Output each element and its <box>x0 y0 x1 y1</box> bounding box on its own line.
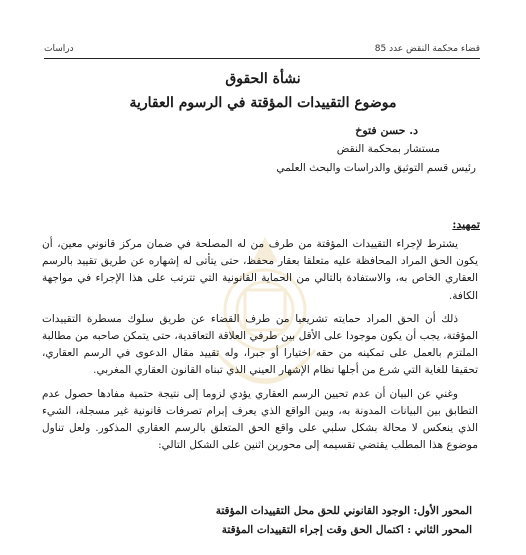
article-title-block <box>40 70 486 112</box>
axis-text: اكتمال الحق وقت إجراء التقييدات المؤقتة <box>221 524 404 536</box>
author-department: رئيس قسم التوثيق والدراسات والبحث العلمي <box>276 162 476 174</box>
axis-item <box>216 521 472 540</box>
axis-label: المحور الأول: <box>413 505 472 517</box>
introduction-heading: تمهيد: <box>452 218 480 231</box>
outline-axes <box>216 502 472 540</box>
author-name: د. حسن فتوخ <box>355 124 418 137</box>
paragraph: وغني عن البيان أن عدم تحيين الرسم العقاري يؤدي لزوما إلى نتيجة حتمية مفادها حصول عدم التطابق بين البيانات المدونة به، وبين الواقع الذي يعرف إبرام تصرفات قانونية غير مسجلة، الشيء الذي ينعكس لا محالة بشكل سلبي على واقع الحق المتعلق بالرسم العقاري المذكور. ولعل تناول موضوع هذا المطلب يقتضي تقسيمه إلى محورين اثنين على الشكل التالي: <box>42 387 478 452</box>
paragraph: ذلك أن الحق المراد حمايته تشريعيا من طرف القضاء عن طريق سلوك مسطرة التقييدات المؤقتة، يجب أن يكون موجودا على الأقل بين طرفي العلاقة التعاقدية، حتى يتمكن صاحبه من مطالبة الملتزم بالعمل على تمكينه من حقه اختيارا أو جبرا، وله تقييد مقال الدعوى في الرسم العقاري، تحقيقا للغاية التي شرع من أجلها نظام الإشهار العيني الذي تبناه القانون العقاري المغربي. <box>42 312 478 377</box>
article-title: نشأة الحقوق <box>225 71 301 87</box>
paragraph: يشترط لإجراء التقييدات المؤقتة من طرف من له المصلحة في ضمان مركز قانوني معين، أن يكون الحق المراد المحافظة عليه متعلقا بعقار محفظ، حتى يتأتى له إشهاره عن طريق تقييد بالرسم العقاري الخاص به، والاستفادة بالتالي من الحماية القانونية التي تترتب على هذا الإجراء في مواجهة الكافة. <box>42 238 478 302</box>
section-label: دراسات <box>44 44 74 54</box>
author-block <box>180 121 480 178</box>
introduction-body <box>42 236 478 460</box>
article-subtitle: موضوع التقييدات المؤقتة في الرسوم العقارية <box>129 95 397 111</box>
journal-issue-label: قضاء محكمة النقض عدد 85 <box>374 44 480 54</box>
author-role: مستشار بمحكمة النقض <box>336 143 440 155</box>
axis-text: الوجود القانوني للحق محل التقييدات المؤقتة <box>215 505 411 517</box>
running-header <box>44 38 480 59</box>
axis-label: المحور الثاني : <box>407 524 472 536</box>
axis-item <box>216 502 472 521</box>
